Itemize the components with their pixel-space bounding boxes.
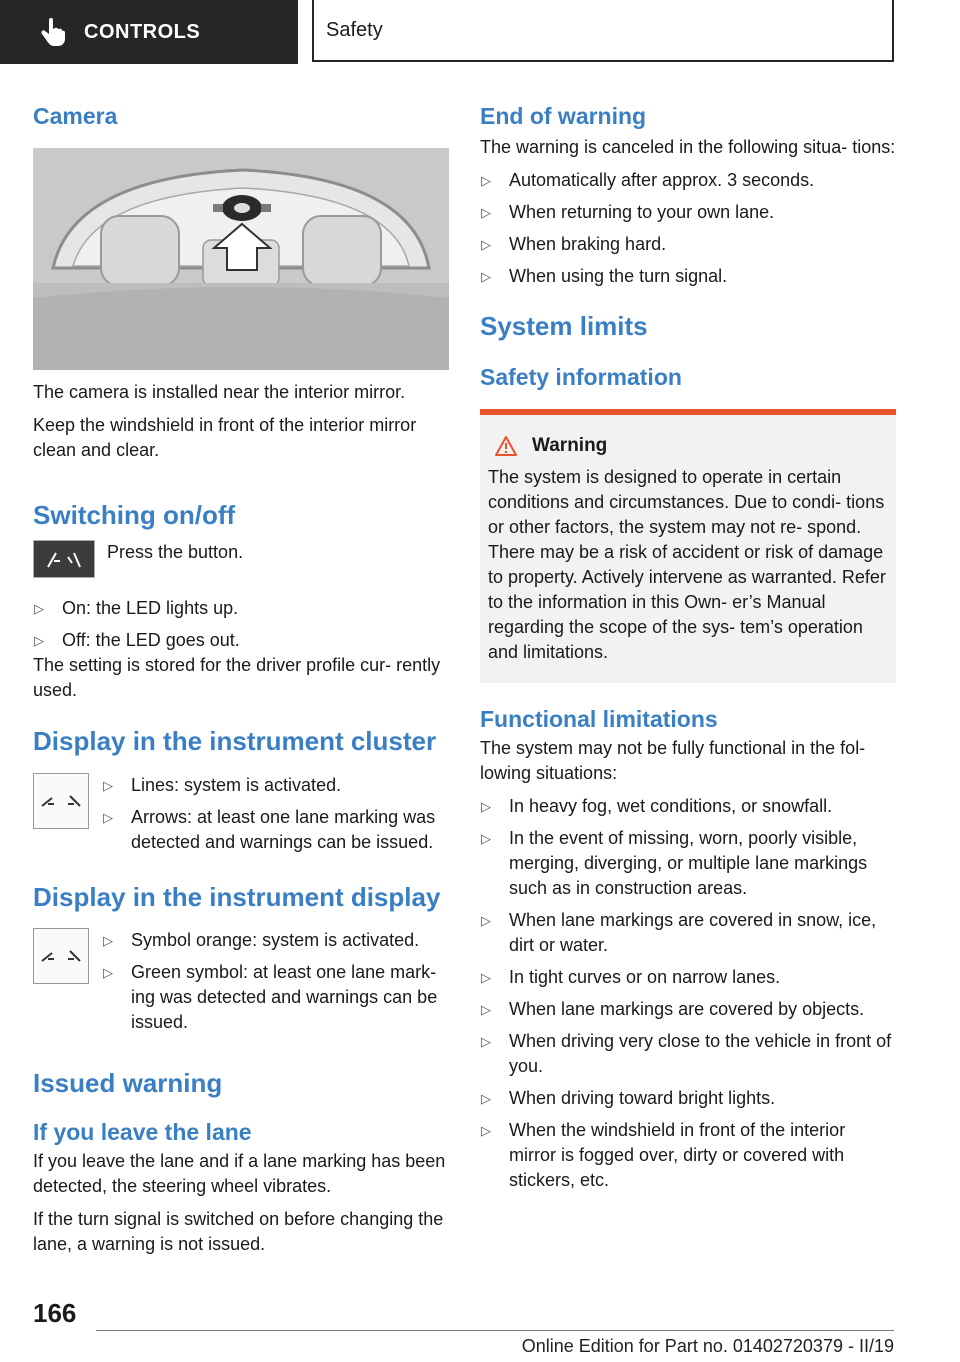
- left-column: [33, 100, 449, 1257]
- triangle-bullet-icon: ▷: [103, 809, 113, 825]
- lane-lines-display-icon: [33, 928, 89, 984]
- instrument-display-list: [102, 928, 449, 1042]
- triangle-bullet-icon: ▷: [481, 912, 491, 928]
- triangle-bullet-icon: ▷: [34, 600, 44, 616]
- list-item: ▷ In tight curves or on narrow lanes.: [480, 965, 896, 990]
- triangle-bullet-icon: ▷: [103, 777, 113, 793]
- edition-text: Online Edition for Part no. 01402720379 - II/19: [521, 1336, 894, 1356]
- cluster-block: [33, 773, 449, 862]
- list-item: ▷ When lane markings are covered in snow, ice, dirt or water.: [481, 909, 877, 955]
- list-item: ▷ Lines: system is activated.: [102, 773, 449, 798]
- list-item: ▷ When lane markings are covered by objects.: [480, 997, 896, 1022]
- lane-departure-button-icon: [33, 540, 95, 578]
- system-limits-heading: System limits: [480, 310, 648, 341]
- func-paragraph: The system may not be fully functional in the fol‐ lowing situations:: [480, 737, 866, 783]
- camera-heading: Camera: [33, 103, 118, 129]
- list-item: ▷ Arrows: at least one lane marking was detected and warnings can be issued.: [103, 806, 436, 852]
- switch-block: [33, 540, 449, 582]
- lane-lines-display-icon: [33, 773, 89, 829]
- list-item: ▷ When using the turn signal.: [480, 264, 896, 289]
- camera-paragraph-2: Keep the windshield in front of the interior mirror clean and clear.: [33, 414, 417, 460]
- triangle-bullet-icon: ▷: [481, 172, 491, 188]
- triangle-bullet-icon: ▷: [481, 969, 491, 985]
- switching-heading: Switching on/off: [33, 499, 236, 530]
- list-item: ▷ Green symbol: at least one lane mark‐ ing was detected and warnings can be issued.: [103, 962, 438, 1033]
- warning-box: [480, 409, 896, 683]
- list-item: ▷ When returning to your own lane.: [480, 200, 896, 225]
- triangle-bullet-icon: ▷: [103, 933, 113, 949]
- instrument-display-heading: Display in the instrument display: [33, 881, 441, 912]
- chapter-tab: [312, 0, 894, 62]
- instrument-display-block: [33, 928, 449, 1042]
- triangle-bullet-icon: ▷: [481, 830, 491, 846]
- list-item: ▷ In the event of missing, worn, poorly visible, merging, diverging, or multiple lane markings such as in construction areas.: [481, 827, 868, 898]
- triangle-bullet-icon: ▷: [481, 798, 491, 814]
- list-item: ▷ Off: the LED goes out.: [33, 628, 449, 653]
- right-column: [480, 100, 896, 1200]
- safety-information-heading: Safety information: [480, 363, 682, 390]
- list-item: ▷ Symbol orange: system is activated.: [102, 928, 449, 953]
- switch-instruction: Press the button.: [107, 541, 244, 562]
- list-item: ▷ On: the LED lights up.: [33, 596, 449, 621]
- warning-title: Warning: [494, 435, 888, 457]
- hand-pointer-icon: [40, 18, 66, 46]
- end-paragraph: The warning is canceled in the following situa‐ tions:: [480, 136, 896, 157]
- end-list: [480, 168, 896, 289]
- functional-limitations-heading: Functional limitations: [480, 706, 718, 733]
- list-item: ▷ When driving very close to the vehicle in front of you.: [481, 1030, 892, 1076]
- cluster-list: [102, 773, 449, 862]
- car-interior-illustration: [33, 148, 449, 370]
- list-item: ▷ When braking hard.: [480, 232, 896, 257]
- section-tab: [0, 0, 298, 64]
- list-item: ▷ In heavy fog, wet conditions, or snowfall.: [480, 794, 896, 819]
- camera-location-photo: [33, 148, 449, 370]
- triangle-bullet-icon: ▷: [34, 632, 44, 648]
- list-item: ▷ When driving toward bright lights.: [480, 1086, 896, 1111]
- func-list: [480, 794, 896, 1193]
- warning-text: The system is designed to operate in certain conditions and circumstances. Due to condi‐ tions or other factors, the system may not re‐ spond. There may be a risk of accident or risk of damage to property. Actively intervene as warranted. Refer to the information in this Own‐ er’s Manual regarding the scope of the sys‐ tem’s operation and limitations.: [488, 467, 886, 663]
- triangle-bullet-icon: ▷: [103, 965, 113, 981]
- triangle-bullet-icon: ▷: [481, 1001, 491, 1017]
- list-item: ▷ When the windshield in front of the interior mirror is fogged over, dirty or covered with stickers, etc.: [481, 1119, 846, 1190]
- page-number: 166: [33, 1298, 77, 1328]
- cluster-heading: Display in the instrument cluster: [33, 725, 437, 756]
- switch-list: [33, 596, 449, 653]
- section-label: CONTROLS: [84, 20, 201, 43]
- triangle-bullet-icon: ▷: [481, 1090, 491, 1106]
- switch-paragraph: The setting is stored for the driver profile cur‐ rently used.: [33, 654, 441, 700]
- leave-paragraph-2: If the turn signal is switched on before changing the lane, a warning is not issued.: [33, 1208, 444, 1254]
- end-of-warning-heading: End of warning: [480, 103, 647, 129]
- leave-lane-heading: If you leave the lane: [33, 1119, 252, 1146]
- page-header: [0, 0, 960, 66]
- footer-divider: [96, 1330, 894, 1331]
- issued-warning-heading: Issued warning: [33, 1068, 223, 1099]
- triangle-bullet-icon: ▷: [481, 268, 491, 284]
- chapter-label: Safety: [326, 18, 383, 41]
- list-item: ▷ Automatically after approx. 3 seconds.: [480, 168, 896, 193]
- leave-paragraph-1: If you leave the lane and if a lane marking has been detected, the steering wheel vibrates.: [33, 1150, 446, 1196]
- triangle-bullet-icon: ▷: [481, 236, 491, 252]
- triangle-bullet-icon: ▷: [481, 204, 491, 220]
- triangle-bullet-icon: ▷: [481, 1033, 491, 1049]
- camera-paragraph-1: The camera is installed near the interior mirror.: [33, 381, 406, 402]
- triangle-bullet-icon: ▷: [481, 1122, 491, 1138]
- warning-triangle-icon: [494, 435, 518, 457]
